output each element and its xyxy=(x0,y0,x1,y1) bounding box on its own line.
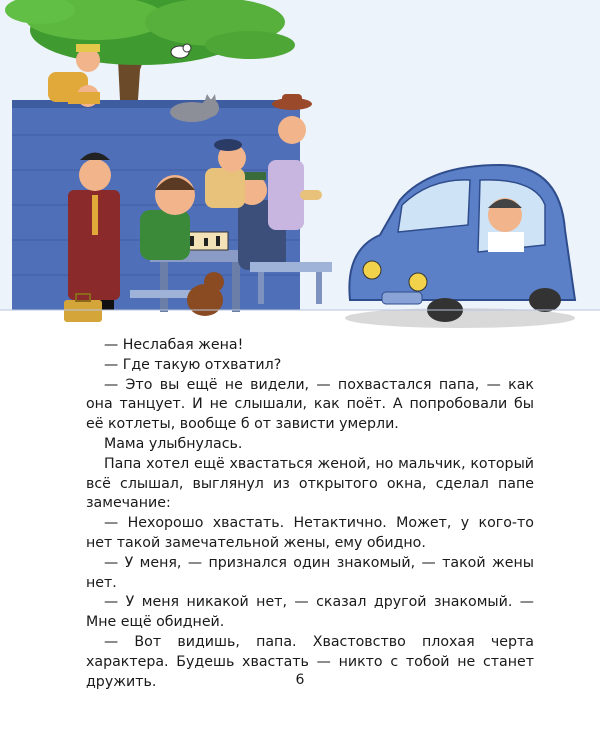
paragraph: Папа хотел ещё хвастаться женой, но мальчик, который всё слышал, выглянул из открытого окна, сделал папе замечание: xyxy=(86,455,534,512)
story-illustration xyxy=(0,0,600,335)
story-text xyxy=(86,336,534,692)
paragraph: — Неслабая жена! xyxy=(104,337,244,353)
paragraph: — Нехорошо хвастать. Нетактично. Может, у кого-то нет такой замечательной жены, ему обидно. xyxy=(86,515,534,551)
paragraph: — У меня никакой нет, — сказал другой знакомый. — Мне ещё обидней. xyxy=(86,594,534,631)
paragraph: — Это вы ещё не видели, — похвастался папа, — как она танцует. И не слышали, как поёт. А попробовали бы её котлеты, вообще б от зависти умерли. xyxy=(86,376,534,433)
paragraph: — У меня, — признался один знакомый, — такой жены нет. xyxy=(86,554,534,591)
paragraph: Мама улыбнулась. xyxy=(104,435,243,452)
page-number: 6 xyxy=(295,672,305,688)
paragraph: — Вот видишь, папа. Хвастовство плохая черта характера. Будешь хвастать — никто с тобой не станет дружить. xyxy=(86,633,534,690)
paragraph: — Где такую отхватил? xyxy=(104,356,282,373)
